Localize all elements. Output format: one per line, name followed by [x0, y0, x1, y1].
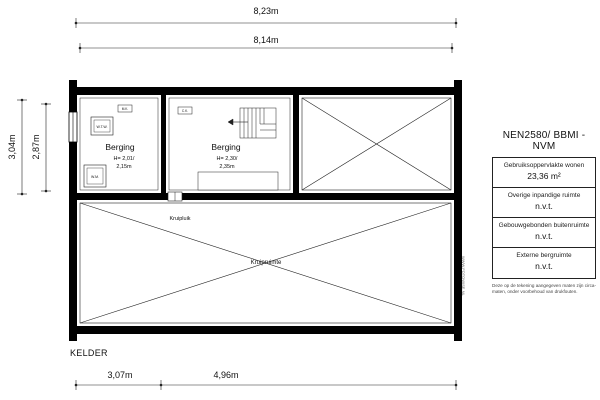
window-left	[69, 112, 77, 142]
room-kruipruimte-name: Kruipruimte	[250, 260, 282, 266]
washing-machine	[84, 165, 106, 187]
nen-panel	[492, 130, 596, 294]
void-right	[302, 98, 451, 190]
room-berging-right-name: Berging	[211, 142, 241, 152]
dimension-bottom-left-label: 3,07m	[107, 370, 133, 380]
dimension-bottom-right-label: 4,96m	[213, 370, 239, 380]
dimension-left-inner	[31, 103, 51, 193]
mk-label: M.K.	[121, 107, 129, 111]
dimension-top-outer	[75, 6, 458, 28]
nen-row	[493, 248, 595, 278]
nen-row-label: Gebruiksoppervlakte wonen	[503, 162, 585, 169]
watermark: WWW.FOTOWISE.NL	[461, 256, 466, 296]
nen-row	[493, 188, 595, 218]
kruipluik-label: Kruipluik	[169, 216, 191, 222]
dimension-top-inner	[79, 35, 454, 53]
room-berging-left-height-2: 2,15m	[116, 164, 132, 170]
dimension-bottom	[75, 370, 458, 390]
ck-label: C.K.	[181, 109, 189, 113]
room-berging-left-name: Berging	[105, 142, 135, 152]
nen-row-value: n.v.t.	[535, 231, 553, 241]
dimension-top-outer-label: 8,23m	[253, 6, 279, 16]
wtw-unit	[91, 117, 113, 135]
crawl-hatch	[168, 192, 182, 201]
dimension-left-outer	[7, 99, 27, 196]
nen-panel-title: NEN2580/ BBMI - NVM	[502, 130, 586, 152]
nen-row-label: Externe bergruimte	[516, 252, 572, 259]
nen-disclaimer: Deze op de tekening aangegeven maten zijn circa-maten, onder voorbehoud van drukfouten.	[492, 283, 596, 294]
nen-row-value: 23,36 m²	[527, 171, 561, 181]
nen-row	[493, 158, 595, 188]
nen-row	[493, 218, 595, 248]
room-berging-right-height-1: H= 2,30/	[216, 156, 238, 162]
dimension-left-inner-label: 2,87m	[31, 134, 41, 160]
wm-label: W.M.	[91, 175, 99, 179]
room-berging-left-height-1: H= 2,01/	[113, 156, 135, 162]
room-berging-right-height-2: 2,35m	[219, 164, 235, 170]
nen-row-value: n.v.t.	[535, 261, 553, 271]
shelf	[198, 172, 278, 190]
floor-label: KELDER	[70, 348, 108, 358]
meter-cupboard	[118, 105, 132, 112]
nen-row-value: n.v.t.	[535, 201, 553, 211]
nen-row-label: Overige inpandige ruimte	[507, 192, 581, 199]
nen-row-label: Gebouwgebonden buitenruimte	[498, 222, 590, 229]
wtw-label: W.T.W.	[96, 125, 108, 129]
nen-table	[492, 157, 596, 279]
dimension-left-outer-label: 3,04m	[7, 134, 17, 160]
dimension-top-inner-label: 8,14m	[253, 35, 279, 45]
ck-box	[178, 107, 192, 114]
stairs	[228, 108, 276, 138]
outer-walls	[69, 80, 462, 341]
